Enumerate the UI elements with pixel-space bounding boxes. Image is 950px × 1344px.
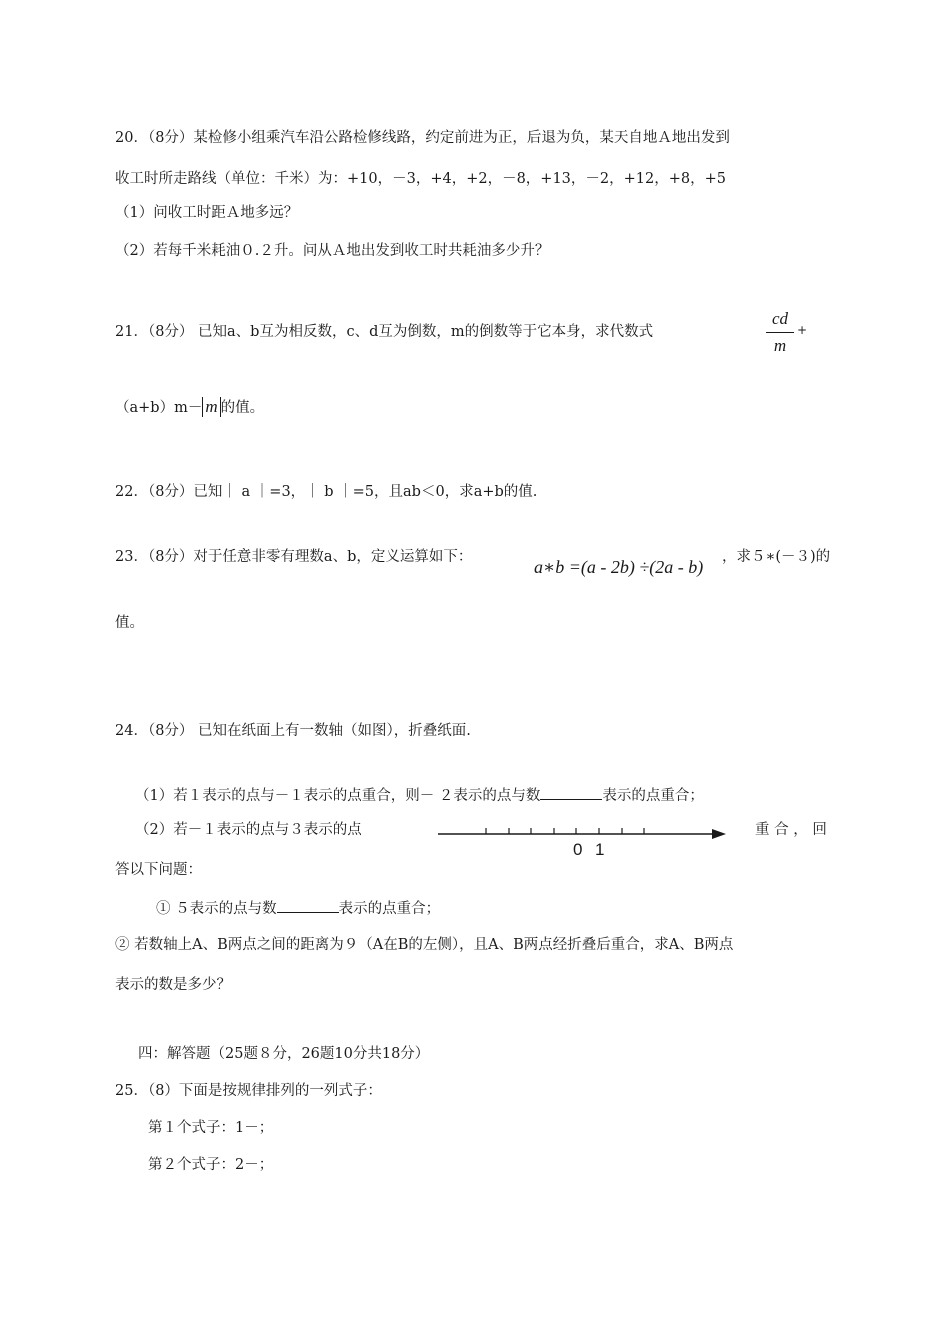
q24-item2-line1: ② 若数轴上A、B两点之间的距离为９（A在B的左侧），且A、B两点经折叠后重合，求A、B两点: [115, 937, 734, 953]
q24-sub1: [135, 785, 704, 806]
q25-intro: 25．（8）下面是按规律排列的一列式子：: [115, 1083, 382, 1099]
section4-title: 四：解答题（25题８分，26题10分共18分）: [138, 1046, 430, 1062]
q24-item2-line2: 表示的数是多少？: [115, 977, 231, 993]
q21-line2: [115, 397, 264, 418]
q23-post: ，求５∗(－３)的: [722, 549, 831, 565]
q24-intro: 24．（8分） 已知在纸面上有一数轴（如图），折叠纸面.: [115, 723, 471, 739]
q20-sub1: （1）问收工时距Ａ地多远？: [115, 205, 299, 221]
q21-fraction-numerator: cd: [771, 309, 789, 328]
q20-line2: 收工时所走路线（单位：千米）为：+10，－3，+4，+2，－8，+13，－2，+12，+8，+5: [115, 171, 726, 187]
q23-formula: a∗b =(a - 2b) ÷(2a - b): [534, 557, 704, 577]
q25-item1: 第１个式子：1－；: [148, 1120, 274, 1136]
q20-line1: 20．（8分）某检修小组乘汽车沿公路检修线路，约定前进为正，后退为负，某天自地Ａ地出发到: [115, 130, 730, 146]
q21-line2-post: 的值。: [220, 400, 265, 416]
q24-sub2-line2: 答以下问题：: [115, 862, 202, 878]
q23-line2: 值。: [115, 615, 144, 631]
q21-line2-pre: （a+b）m－: [115, 400, 203, 416]
q21-fraction-bar: [766, 332, 794, 333]
number-line-arrow: [712, 829, 726, 839]
q24-sub1-post: 表示的点重合；: [602, 788, 704, 804]
q21-abs-m: m: [202, 397, 220, 417]
q21-fraction-denominator: m: [773, 336, 787, 355]
q24-item1-post: 表示的点重合；: [338, 901, 441, 917]
q25-item2: 第２个式子：2－；: [148, 1157, 274, 1173]
q24-sub2-post: 重 合 ， 回: [755, 822, 827, 838]
q24-sub2-pre: （2）若－１表示的点与３表示的点: [135, 822, 362, 838]
q24-item1-pre: ① ５表示的点与数: [156, 901, 277, 917]
q23-pre: 23．（8分）对于任意非零有理数a、b，定义运算如下：: [115, 549, 473, 565]
q24-sub1-blank: [540, 785, 602, 800]
number-line-label-zero: 0: [573, 840, 583, 859]
q21-plus: +: [797, 323, 808, 337]
q24-item1: [156, 898, 440, 919]
q22-text: 22．（8分）已知｜ a ｜=3，｜ b ｜=5，且ab＜0，求a+b的值.: [115, 484, 538, 500]
q24-item1-blank: [277, 898, 339, 913]
q20-sub2: （2）若每千米耗油０.２升。问从Ａ地出发到收工时共耗油多少升？: [115, 243, 550, 259]
q24-sub1-pre: （1）若１表示的点与－１表示的点重合，则－ ２表示的点与数: [135, 788, 541, 804]
q21-text: 21．（8分） 已知a、b互为相反数，c、d互为倒数，m的倒数等于它本身，求代数式: [115, 324, 654, 340]
number-line-label-one: 1: [595, 840, 605, 859]
